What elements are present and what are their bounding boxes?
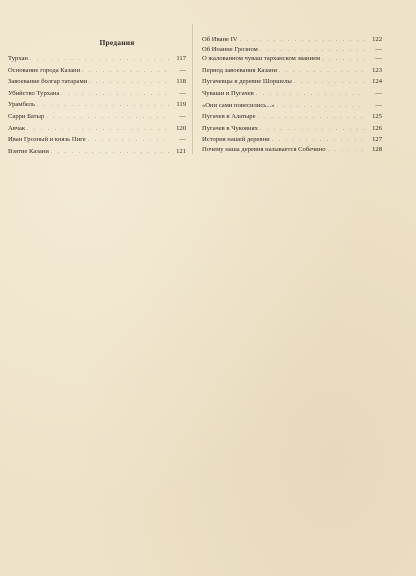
toc-entry-title: Почему наша деревня называется Собечино [202,145,326,153]
toc-entry-leader [328,147,366,156]
toc-entry-page: 119 [176,101,186,109]
toc-entry-page: — [375,45,382,53]
toc-entry-page: — [375,55,382,63]
toc-entry [8,67,186,76]
toc-entry [202,102,382,111]
toc-entry-title: Пугачевцы в деревне Шоршелы [202,78,292,86]
toc-entry-title: Турхан [8,55,28,62]
toc-entry-page: — [179,136,186,144]
toc-entry [8,113,186,122]
toc-entry [202,46,382,55]
toc-entry-title: Завоевание болгар татарами [8,78,88,86]
toc-entry [202,78,382,87]
toc-entry [202,36,382,45]
toc-entry-leader [30,56,170,65]
toc-entry-leader [256,91,366,100]
toc-entry-leader [37,102,170,111]
toc-entry-leader [88,137,170,146]
toc-entry-leader [46,114,170,123]
toc-entry [8,136,186,145]
toc-entry-leader [260,126,366,135]
toc-entry [202,146,382,155]
toc-entry-page: 118 [176,78,186,86]
toc-entry-page: — [179,89,186,97]
toc-entry-page: 125 [372,113,382,121]
toc-entry-title: Об Иоанне Грозном [202,45,258,53]
toc-entry [8,101,186,110]
toc-entry-leader [272,137,366,146]
toc-entry-leader [279,68,366,77]
toc-entry-page: 124 [372,78,382,86]
toc-entry-title: Пугачев в Чуковнях [202,124,258,132]
toc-entry-page: 126 [372,124,382,132]
toc-entry-leader [277,103,367,112]
toc-entry-leader [82,68,170,77]
toc-entry-title: Период завоевания Казани [202,66,278,74]
toc-entry-title: Взятие Казани [8,147,49,155]
toc-entry [8,78,186,87]
toc-entry-leader [322,56,366,65]
toc-entry-page: — [179,112,186,120]
toc-entry-title: Урамбель [8,101,35,109]
toc-entry [8,55,186,64]
toc-entry-page: 122 [372,36,382,43]
toc-entry [202,55,382,64]
toc-entry-title: Пугачев в Алатыре [202,113,256,121]
toc-entry-page: — [375,101,382,109]
toc-entry-title: Чуваши и Пугачев [202,89,254,97]
toc-entry [8,148,186,157]
toc-entry [202,113,382,122]
toc-entry [8,125,186,134]
toc-entry [202,90,382,99]
toc-left-column [8,38,186,156]
toc-entry-title: Убийство Турхана [8,89,60,97]
toc-entry-page: 121 [176,147,186,155]
toc-entry-leader [51,149,170,158]
toc-entry-title: Авчак [8,124,26,132]
toc-right-column [202,36,382,155]
toc-entry [202,67,382,76]
section-heading: Предания [99,38,135,47]
toc-entry-page: 123 [372,66,382,74]
toc-entry-title: Иван Грозный и князь Пиге [8,136,86,144]
toc-entry-page: 127 [372,136,382,144]
toc-entry-page: — [179,66,186,74]
toc-entry [8,90,186,99]
toc-entry-leader [294,79,366,88]
toc-entry-title: Основание города Казани [8,66,81,74]
toc-entry-page: 117 [176,55,186,62]
toc-entry-title: Сарри Батыр [8,112,45,120]
toc-entry-leader [61,91,170,100]
toc-entry-page: — [375,89,382,97]
toc-entry-title: Об Иване IV [202,36,238,43]
toc-entry-title: История нашей деревни [202,136,270,144]
toc-entry-page: 128 [372,145,382,153]
column-gutter [192,24,193,154]
toc-entry-leader [27,126,170,135]
toc-entry-leader [260,47,366,56]
toc-entry [202,125,382,134]
toc-entry-leader [258,114,366,123]
toc-entry-title: «Они сами повесились...» [202,101,275,109]
toc-entry [202,136,382,145]
toc-entry-page: 120 [176,124,186,132]
toc-entry-leader [89,79,170,88]
toc-entry-title: О жалованном чуваш тарханском званием [202,55,321,63]
toc-entry-leader [240,37,366,46]
